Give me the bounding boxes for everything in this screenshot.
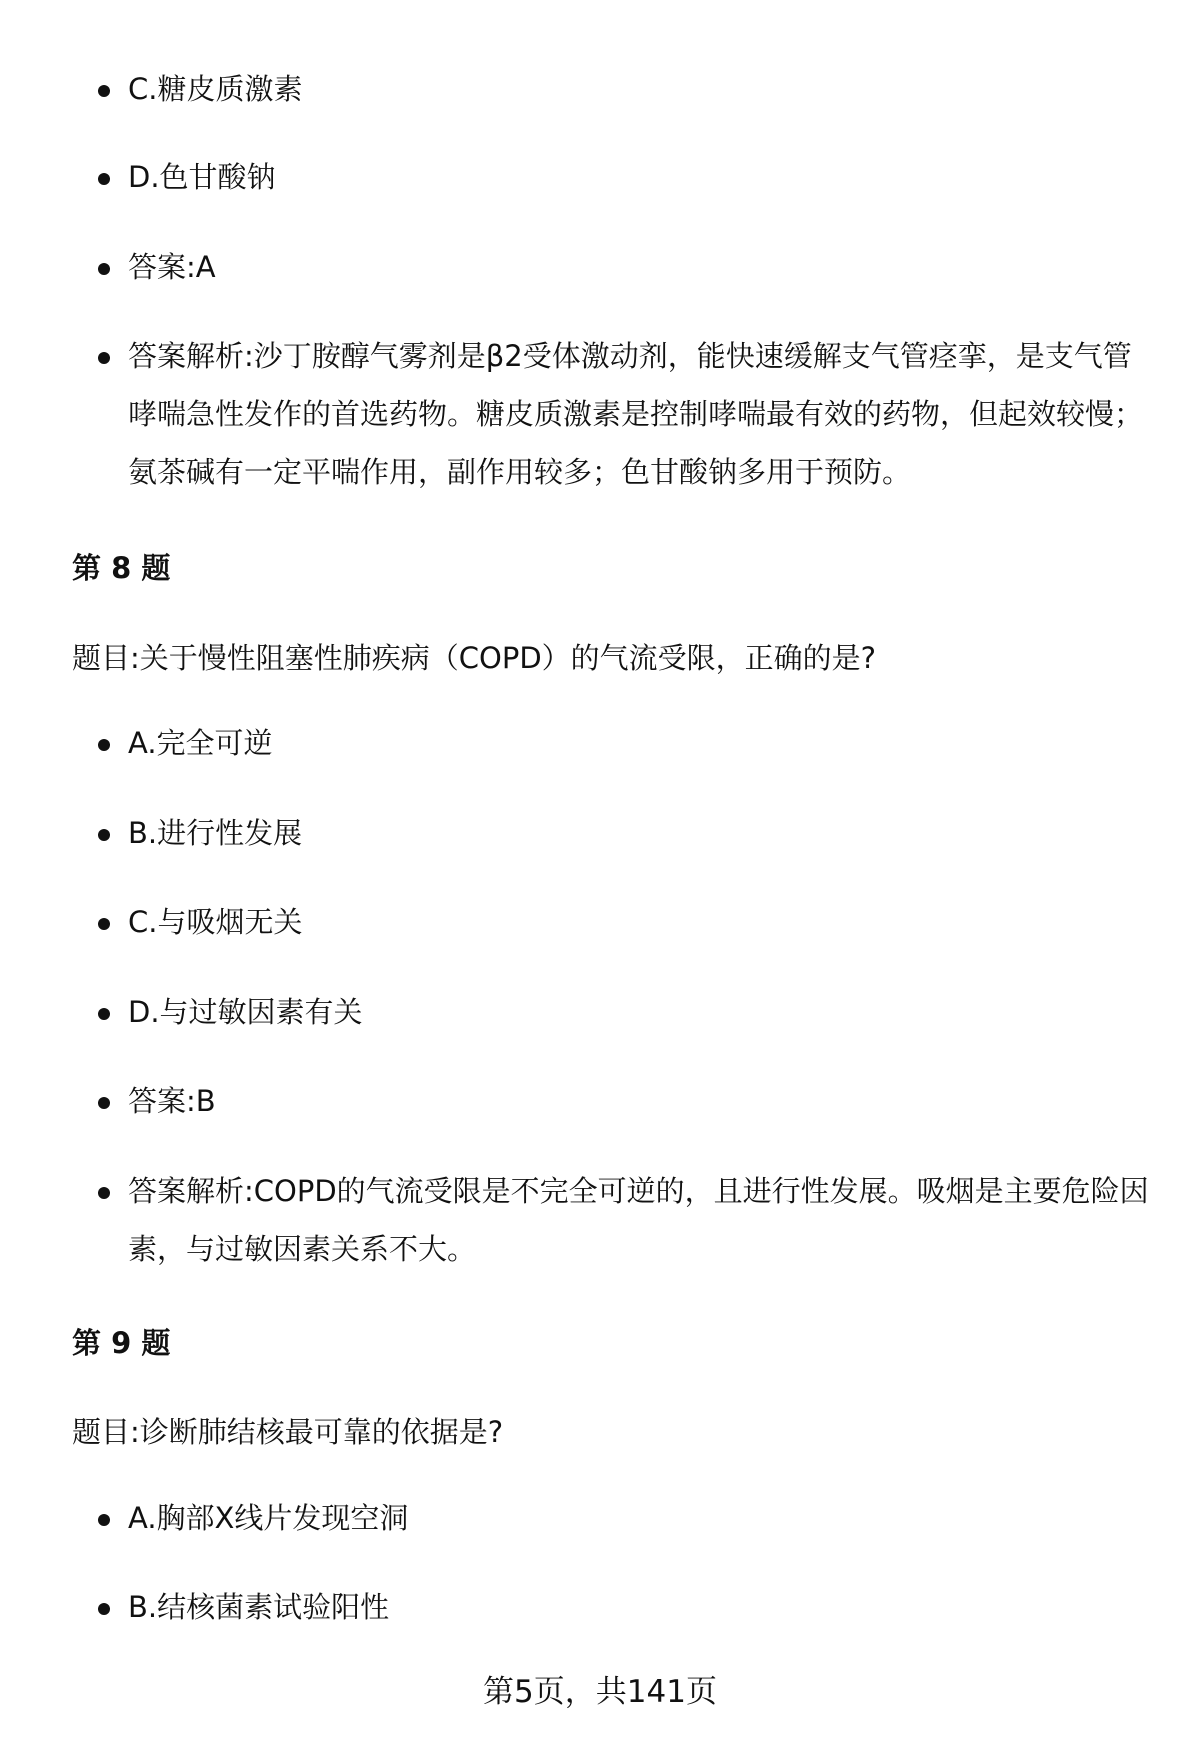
q8-stem: 题目:关于慢性阻塞性肺疾病（COPD）的气流受限，正确的是? xyxy=(72,641,877,675)
q8-option-d: D.与过敏因素有关 xyxy=(128,983,1158,1041)
q7-answer: 答案:A xyxy=(128,238,1158,296)
q7-explanation: 答案解析:沙丁胺醇气雾剂是β2受体激动剂，能快速缓解支气管痉挛，是支气管哮喘急性发作的首选药物。糖皮质激素是控制哮喘最有效的药物，但起效较慢；氨茶碱有一定平喘作用，副作用较多；色甘酸钠多用于预防。 xyxy=(128,327,1158,501)
q9-option-b: B.结核菌素试验阳性 xyxy=(128,1578,1158,1636)
q8-option-c: C.与吸烟无关 xyxy=(128,893,1158,951)
q7-option-d: D.色甘酸钠 xyxy=(128,148,1158,206)
q9-option-a: A.胸部X线片发现空洞 xyxy=(128,1489,1158,1547)
q7-option-c: C.糖皮质激素 xyxy=(128,60,1158,118)
q8-heading: 第 8 题 xyxy=(72,551,171,585)
q8-option-a: A.完全可逆 xyxy=(128,714,1158,772)
page-number-footer: 第5页，共141页 xyxy=(483,1674,717,1710)
q8-option-b: B.进行性发展 xyxy=(128,804,1158,862)
q8-answer: 答案:B xyxy=(128,1072,1158,1130)
q9-stem: 题目:诊断肺结核最可靠的依据是? xyxy=(72,1415,504,1449)
q9-heading: 第 9 题 xyxy=(72,1326,171,1360)
q8-explanation: 答案解析:COPD的气流受限是不完全可逆的，且进行性发展。吸烟是主要危险因素，与过敏因素关系不大。 xyxy=(128,1162,1158,1278)
